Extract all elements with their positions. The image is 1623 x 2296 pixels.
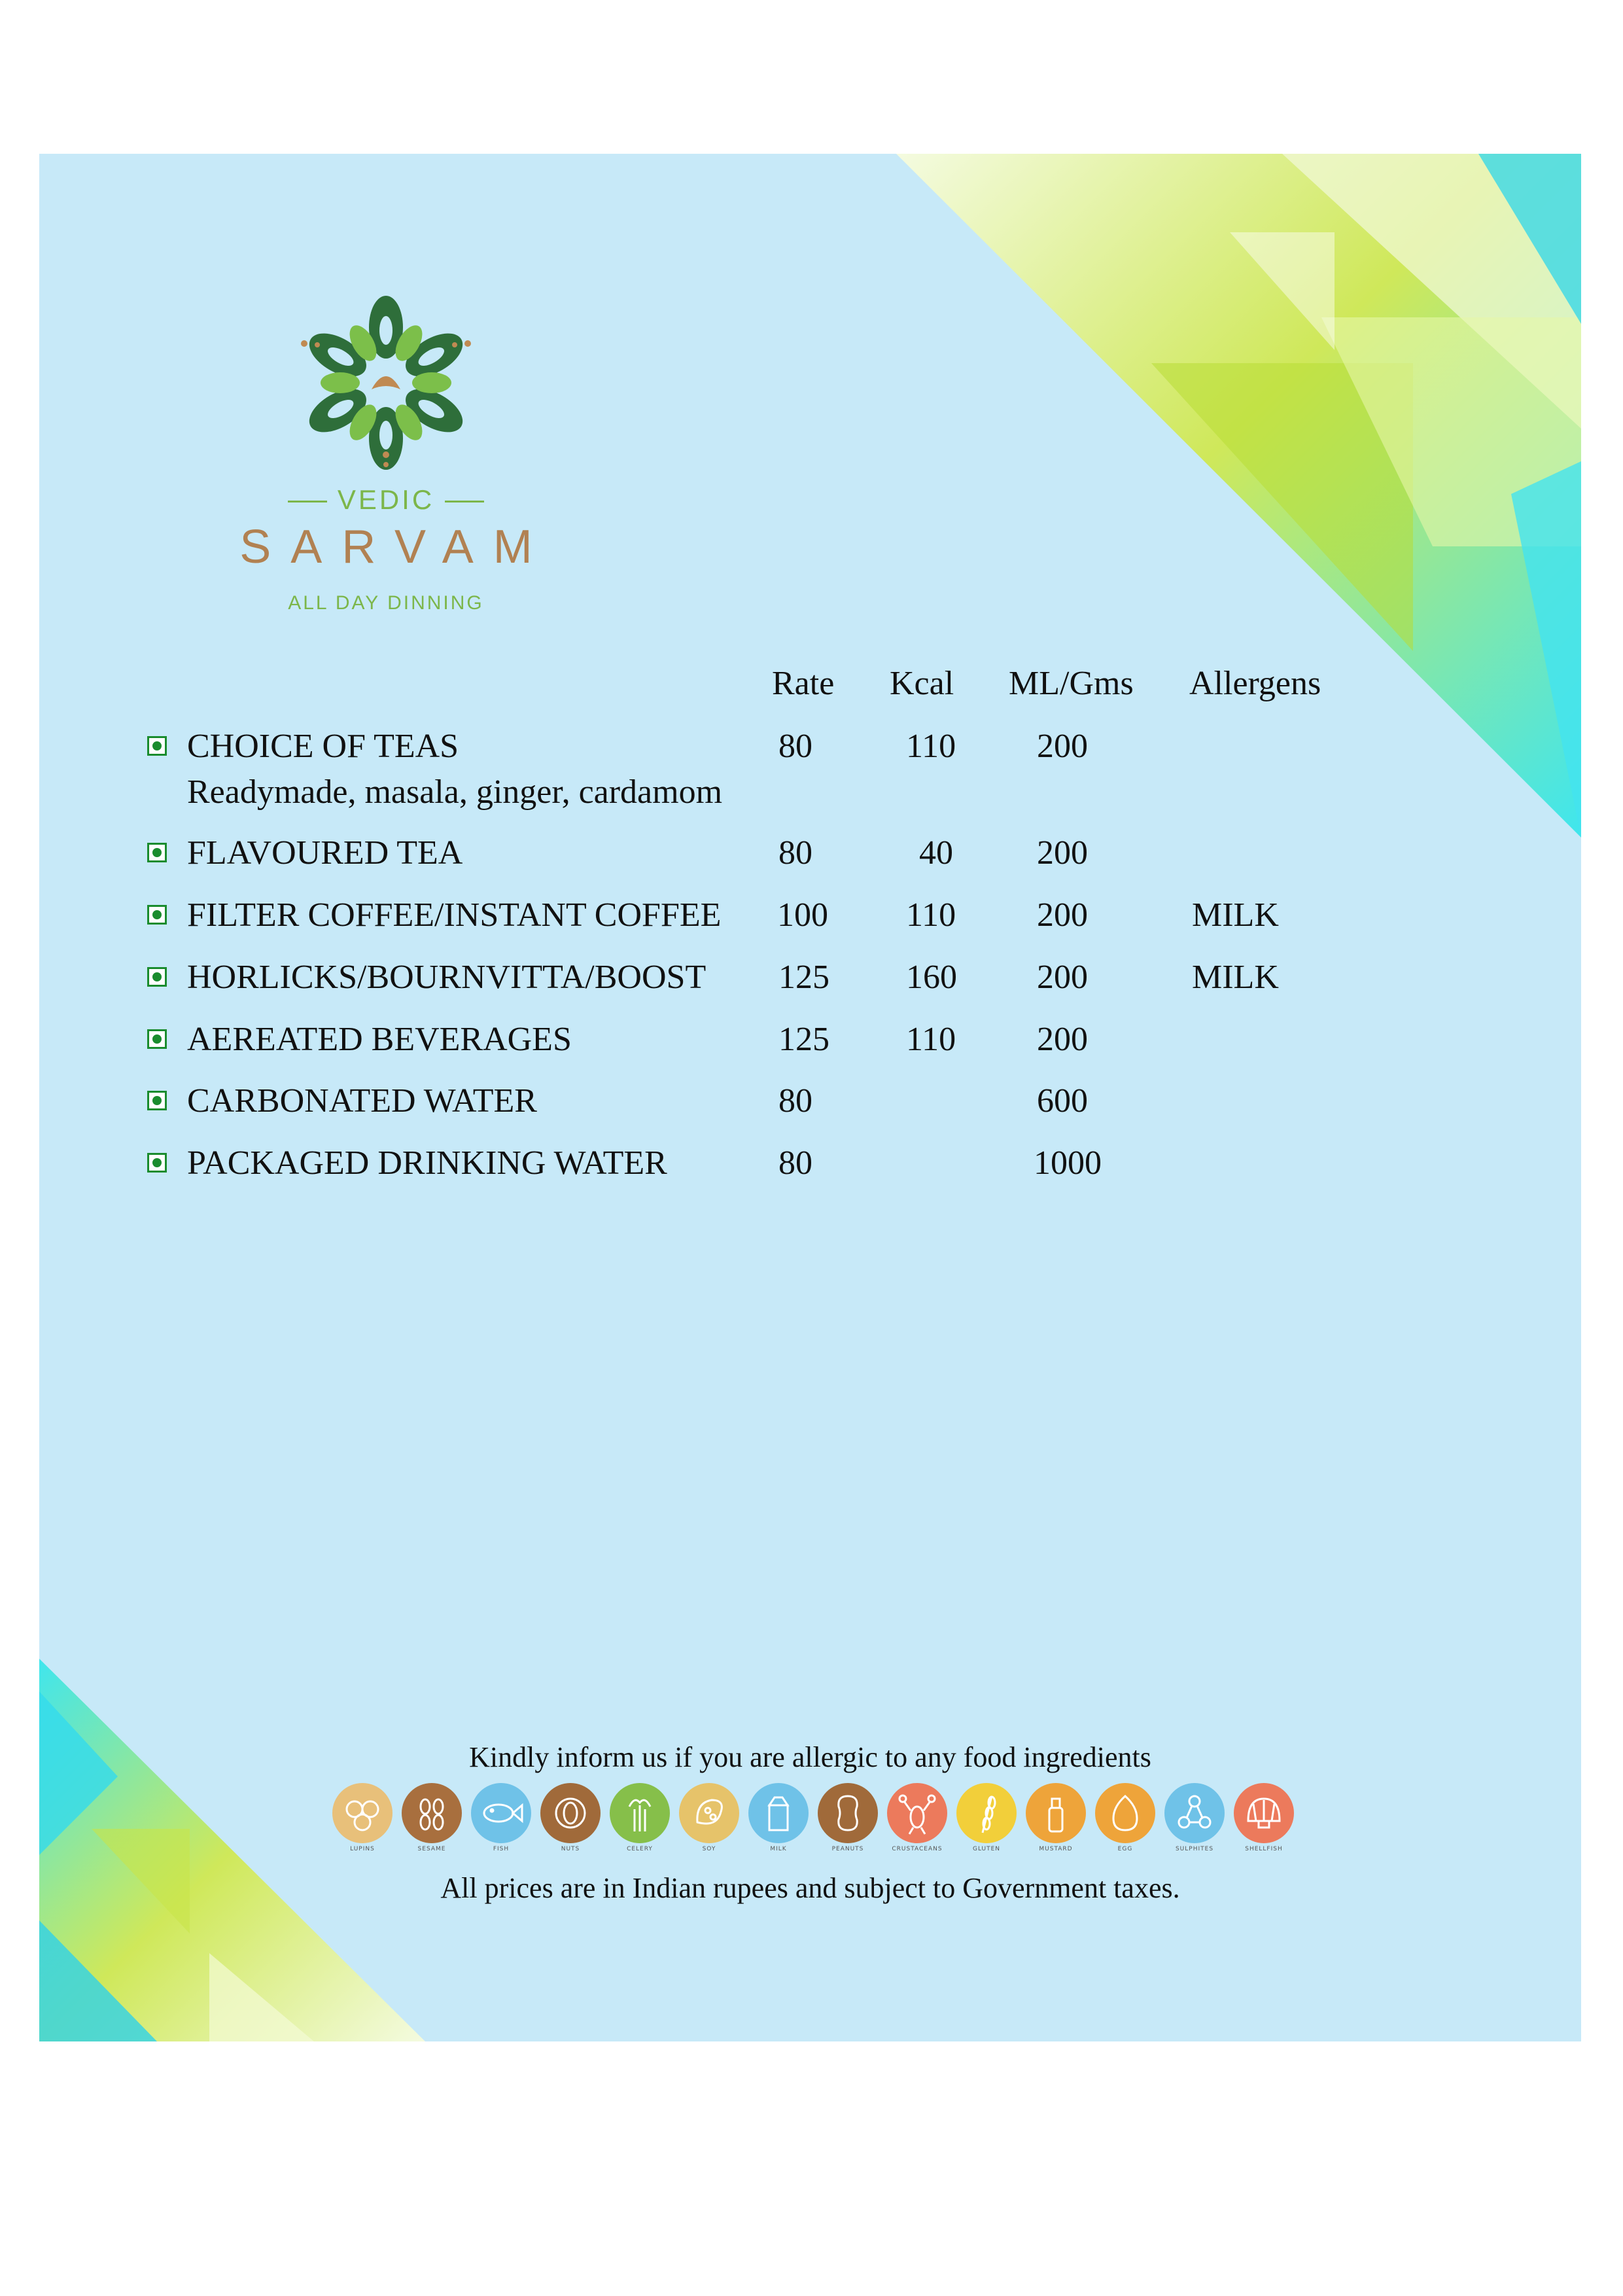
gluten-icon (956, 1783, 1017, 1862)
item-name: HORLICKS/BOURNVITTA/BOOST (187, 959, 707, 996)
menu-panel (39, 154, 1581, 2041)
allergen-label: SESAME (417, 1846, 446, 1852)
crustacean-icon-badge (887, 1783, 947, 1843)
mustard-icon-badge (1026, 1783, 1086, 1843)
menu-item-row (39, 1084, 1581, 1137)
column-header-kcal: Kcal (890, 665, 954, 702)
celery-icon (610, 1783, 670, 1862)
allergen-label: CRUSTACEANS (892, 1846, 943, 1852)
egg-icon (1095, 1783, 1155, 1862)
allergen-label: SOY (702, 1846, 716, 1852)
item-name: CARBONATED WATER (187, 1082, 537, 1120)
item-rate: 80 (778, 834, 812, 872)
veg-symbol-icon (147, 1091, 167, 1110)
milk-icon-badge (748, 1783, 809, 1843)
allergen-label: GLUTEN (972, 1846, 1001, 1852)
item-name: PACKAGED DRINKING WATER (187, 1144, 667, 1182)
menu-item-row (39, 898, 1581, 951)
item-rate: 125 (778, 959, 829, 996)
menu-item-row (39, 836, 1581, 889)
fish-icon (471, 1783, 531, 1862)
item-allergens: MILK (1192, 959, 1279, 996)
column-header-rate: Rate (772, 665, 835, 702)
item-name: FILTER COFFEE/INSTANT COFFEE (187, 896, 722, 934)
item-kcal: 110 (906, 728, 956, 765)
item-rate: 80 (778, 1144, 812, 1182)
veg-symbol-icon (147, 736, 167, 756)
item-rate: 80 (778, 1082, 812, 1120)
menu-item-row (39, 961, 1581, 1013)
sesame-icon-badge (402, 1783, 462, 1843)
sulphite-icon-badge (1164, 1783, 1225, 1843)
veg-symbol-icon (147, 1029, 167, 1049)
shellfish-icon (1234, 1783, 1294, 1862)
nut-icon (540, 1783, 601, 1862)
veg-symbol-icon (147, 1153, 167, 1173)
item-description: Readymade, masala, ginger, cardamom (187, 773, 723, 811)
menu-item-row (39, 728, 1581, 811)
allergen-label: MILK (770, 1846, 787, 1852)
item-kcal: 40 (919, 834, 953, 872)
allergen-label: EGG (1117, 1846, 1133, 1852)
peanut-icon-badge (818, 1783, 878, 1843)
peanut-icon (818, 1783, 878, 1862)
celery-icon-badge (610, 1783, 670, 1843)
item-rate: 80 (778, 728, 812, 765)
mustard-icon (1026, 1783, 1086, 1862)
menu-item-row (39, 1023, 1581, 1075)
item-allergens: MILK (1192, 896, 1279, 934)
brand-tagline: ALL DAY DINNING (288, 592, 484, 614)
item-name: FLAVOURED TEA (187, 834, 463, 872)
item-ml: 200 (1037, 959, 1088, 996)
veg-symbol-icon (147, 843, 167, 862)
sulphite-icon (1164, 1783, 1225, 1862)
item-ml: 200 (1037, 834, 1088, 872)
nut-icon-badge (540, 1783, 601, 1843)
brand-name-main: SARVAM (239, 521, 552, 573)
item-ml: 200 (1037, 728, 1088, 765)
item-ml: 200 (1037, 1021, 1088, 1058)
item-ml: 1000 (1034, 1144, 1102, 1182)
item-rate: 125 (778, 1021, 829, 1058)
item-kcal: 110 (906, 1021, 956, 1058)
item-ml: 200 (1037, 896, 1088, 934)
shellfish-icon-badge (1234, 1783, 1294, 1843)
item-rate: 100 (777, 896, 828, 934)
allergen-label: PEANUTS (831, 1846, 864, 1852)
veg-symbol-icon (147, 905, 167, 925)
crustacean-icon (887, 1783, 947, 1862)
allergen-label: LUPINS (350, 1846, 375, 1852)
lupin-icon (332, 1783, 393, 1862)
lupin-icon-badge (332, 1783, 393, 1843)
allergy-notice: Kindly inform us if you are allergic to any food ingredients (469, 1741, 1151, 1773)
allergen-label: CELERY (627, 1846, 653, 1852)
allergen-label: FISH (493, 1846, 510, 1852)
allergen-label: NUTS (561, 1846, 580, 1852)
egg-icon-badge (1095, 1783, 1155, 1843)
allergen-label: MUSTARD (1039, 1846, 1073, 1852)
menu-item-row (39, 1146, 1581, 1199)
column-header-ml: ML/Gms (1009, 665, 1134, 702)
soy-icon-badge (679, 1783, 739, 1843)
sesame-icon (402, 1783, 462, 1862)
column-header-allergens: Allergens (1189, 665, 1321, 702)
allergen-label: SHELLFISH (1245, 1846, 1283, 1852)
brand-name-top: VEDIC (203, 484, 569, 516)
lotus-emblem-icon (203, 291, 569, 487)
allergen-label: SULPHITES (1175, 1846, 1214, 1852)
milk-icon (748, 1783, 809, 1862)
brand-logo (203, 291, 569, 651)
item-name: AEREATED BEVERAGES (187, 1021, 572, 1058)
gluten-icon-badge (956, 1783, 1017, 1843)
fish-icon-badge (471, 1783, 531, 1843)
veg-symbol-icon (147, 967, 167, 987)
soy-icon (679, 1783, 739, 1862)
item-kcal: 110 (906, 896, 956, 934)
item-name: CHOICE OF TEAS (187, 728, 459, 765)
item-kcal: 160 (906, 959, 957, 996)
tax-disclaimer: All prices are in Indian rupees and subject to Government taxes. (440, 1872, 1180, 1904)
item-ml: 600 (1037, 1082, 1088, 1120)
